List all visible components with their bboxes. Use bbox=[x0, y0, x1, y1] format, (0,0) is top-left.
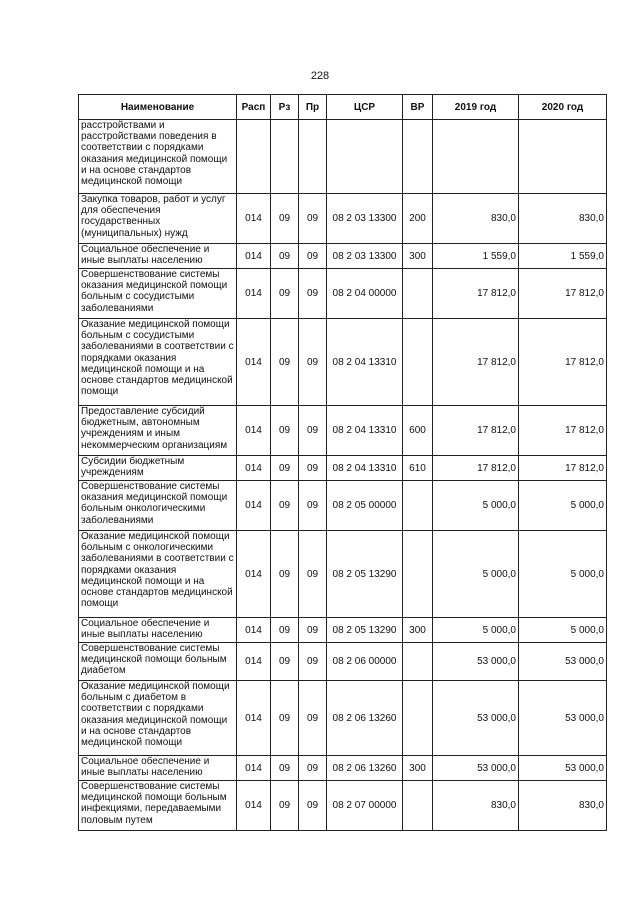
cell-pr: 09 bbox=[299, 456, 327, 481]
cell-vr: 300 bbox=[403, 244, 433, 269]
cell-rasp: 014 bbox=[237, 481, 271, 531]
table-row bbox=[79, 643, 607, 681]
cell-2019: 17 812,0 bbox=[433, 456, 519, 481]
cell-name: Предоставление субсидий бюджетным, автономным учреждениям и иным некоммерческим организациям bbox=[79, 406, 237, 456]
cell-2020 bbox=[519, 120, 607, 194]
cell-2019: 1 559,0 bbox=[433, 244, 519, 269]
cell-csr: 08 2 06 13260 bbox=[327, 756, 403, 781]
cell-2019: 53 000,0 bbox=[433, 756, 519, 781]
cell-2020: 830,0 bbox=[519, 194, 607, 244]
table-row bbox=[79, 531, 607, 618]
cell-rz: 09 bbox=[271, 681, 299, 756]
cell-name: Социальное обеспечение и иные выплаты населению bbox=[79, 756, 237, 781]
cell-name: Оказание медицинской помощи больным с сосудистыми заболеваниями в соответствии с порядками оказания медицинской помощи и на основе стандартов медицинской помощи bbox=[79, 319, 237, 406]
cell-name: Совершенствование системы оказания медицинской помощи больным онкологическими заболеваниями bbox=[79, 481, 237, 531]
table-row bbox=[79, 269, 607, 319]
cell-2020: 5 000,0 bbox=[519, 618, 607, 643]
cell-2019: 53 000,0 bbox=[433, 681, 519, 756]
cell-rasp: 014 bbox=[237, 194, 271, 244]
cell-csr: 08 2 05 13290 bbox=[327, 531, 403, 618]
cell-vr bbox=[403, 781, 433, 831]
cell-rz: 09 bbox=[271, 319, 299, 406]
cell-rasp: 014 bbox=[237, 319, 271, 406]
header-2020: 2020 год bbox=[519, 95, 607, 120]
cell-rz: 09 bbox=[271, 406, 299, 456]
table-header bbox=[79, 95, 607, 120]
cell-name: Закупка товаров, работ и услуг для обеспечения государственных (муниципальных) нужд bbox=[79, 194, 237, 244]
cell-csr: 08 2 04 00000 bbox=[327, 269, 403, 319]
cell-vr bbox=[403, 681, 433, 756]
cell-rz: 09 bbox=[271, 244, 299, 269]
cell-csr: 08 2 03 13300 bbox=[327, 244, 403, 269]
cell-rasp bbox=[237, 120, 271, 194]
cell-csr: 08 2 06 00000 bbox=[327, 643, 403, 681]
cell-name: Оказание медицинской помощи больным с диабетом в соответствии с порядками оказания медицинской помощи и на основе стандартов медицинской помощи bbox=[79, 681, 237, 756]
cell-csr bbox=[327, 120, 403, 194]
cell-pr bbox=[299, 120, 327, 194]
cell-2019: 5 000,0 bbox=[433, 481, 519, 531]
cell-rz: 09 bbox=[271, 456, 299, 481]
cell-2020: 17 812,0 bbox=[519, 319, 607, 406]
cell-vr: 300 bbox=[403, 618, 433, 643]
cell-2019: 17 812,0 bbox=[433, 269, 519, 319]
cell-2019: 5 000,0 bbox=[433, 618, 519, 643]
cell-pr: 09 bbox=[299, 244, 327, 269]
cell-csr: 08 2 04 13310 bbox=[327, 406, 403, 456]
cell-pr: 09 bbox=[299, 319, 327, 406]
cell-2020: 53 000,0 bbox=[519, 756, 607, 781]
cell-name: Совершенствование системы оказания медицинской помощи больным с сосудистыми заболеваниями bbox=[79, 269, 237, 319]
cell-rasp: 014 bbox=[237, 756, 271, 781]
cell-pr: 09 bbox=[299, 194, 327, 244]
cell-rz: 09 bbox=[271, 756, 299, 781]
header-rz: Рз bbox=[271, 95, 299, 120]
cell-name: Совершенствование системы медицинской помощи больным диабетом bbox=[79, 643, 237, 681]
cell-2020: 53 000,0 bbox=[519, 643, 607, 681]
header-rasp: Расп bbox=[237, 95, 271, 120]
table-body bbox=[79, 120, 607, 831]
table-row bbox=[79, 194, 607, 244]
cell-vr bbox=[403, 531, 433, 618]
cell-rasp: 014 bbox=[237, 244, 271, 269]
cell-rz: 09 bbox=[271, 643, 299, 681]
cell-csr: 08 2 05 00000 bbox=[327, 481, 403, 531]
cell-pr: 09 bbox=[299, 618, 327, 643]
cell-rasp: 014 bbox=[237, 531, 271, 618]
cell-pr: 09 bbox=[299, 681, 327, 756]
cell-rz: 09 bbox=[271, 269, 299, 319]
cell-rasp: 014 bbox=[237, 406, 271, 456]
cell-2020: 17 812,0 bbox=[519, 456, 607, 481]
cell-2019: 830,0 bbox=[433, 194, 519, 244]
header-csr: ЦСР bbox=[327, 95, 403, 120]
cell-name: Субсидии бюджетным учреждениям bbox=[79, 456, 237, 481]
cell-pr: 09 bbox=[299, 531, 327, 618]
cell-2020: 5 000,0 bbox=[519, 531, 607, 618]
cell-2019: 5 000,0 bbox=[433, 531, 519, 618]
cell-2019 bbox=[433, 120, 519, 194]
cell-2019: 17 812,0 bbox=[433, 406, 519, 456]
cell-vr: 300 bbox=[403, 756, 433, 781]
table-row bbox=[79, 681, 607, 756]
cell-rz: 09 bbox=[271, 481, 299, 531]
cell-rz bbox=[271, 120, 299, 194]
cell-name: Социальное обеспечение и иные выплаты населению bbox=[79, 244, 237, 269]
cell-name: расстройствами и расстройствами поведения в соответствии с порядками оказания медицинской помощи и на основе стандартов медицинской помощи bbox=[79, 120, 237, 194]
cell-rasp: 014 bbox=[237, 618, 271, 643]
cell-rz: 09 bbox=[271, 531, 299, 618]
cell-vr bbox=[403, 269, 433, 319]
cell-rasp: 014 bbox=[237, 643, 271, 681]
cell-2020: 17 812,0 bbox=[519, 269, 607, 319]
cell-pr: 09 bbox=[299, 406, 327, 456]
table-row bbox=[79, 781, 607, 831]
table-row bbox=[79, 244, 607, 269]
table-row bbox=[79, 756, 607, 781]
table-row bbox=[79, 456, 607, 481]
table-row bbox=[79, 618, 607, 643]
header-pr: Пр bbox=[299, 95, 327, 120]
cell-pr: 09 bbox=[299, 269, 327, 319]
cell-vr bbox=[403, 319, 433, 406]
budget-table bbox=[78, 94, 607, 831]
cell-name: Совершенствование системы медицинской помощи больным инфекциями, передаваемыми половым путем bbox=[79, 781, 237, 831]
cell-csr: 08 2 07 00000 bbox=[327, 781, 403, 831]
cell-rz: 09 bbox=[271, 781, 299, 831]
cell-vr: 600 bbox=[403, 406, 433, 456]
cell-rasp: 014 bbox=[237, 269, 271, 319]
cell-pr: 09 bbox=[299, 643, 327, 681]
cell-2019: 53 000,0 bbox=[433, 643, 519, 681]
cell-csr: 08 2 04 13310 bbox=[327, 319, 403, 406]
cell-vr bbox=[403, 481, 433, 531]
cell-vr: 610 bbox=[403, 456, 433, 481]
cell-rasp: 014 bbox=[237, 681, 271, 756]
cell-2019: 17 812,0 bbox=[433, 319, 519, 406]
cell-vr: 200 bbox=[403, 194, 433, 244]
cell-2020: 1 559,0 bbox=[519, 244, 607, 269]
table-row bbox=[79, 319, 607, 406]
cell-name: Социальное обеспечение и иные выплаты населению bbox=[79, 618, 237, 643]
table-row bbox=[79, 120, 607, 194]
cell-csr: 08 2 04 13310 bbox=[327, 456, 403, 481]
header-2019: 2019 год bbox=[433, 95, 519, 120]
cell-rz: 09 bbox=[271, 194, 299, 244]
cell-2020: 830,0 bbox=[519, 781, 607, 831]
cell-pr: 09 bbox=[299, 781, 327, 831]
cell-2020: 17 812,0 bbox=[519, 406, 607, 456]
cell-pr: 09 bbox=[299, 481, 327, 531]
page-number: 228 bbox=[310, 70, 330, 82]
cell-2020: 53 000,0 bbox=[519, 681, 607, 756]
cell-pr: 09 bbox=[299, 756, 327, 781]
cell-name: Оказание медицинской помощи больным с онкологическими заболеваниями в соответствии с порядками оказания медицинской помощи и на основе стандартов медицинской помощи bbox=[79, 531, 237, 618]
header-name: Наименование bbox=[79, 95, 237, 120]
cell-csr: 08 2 05 13290 bbox=[327, 618, 403, 643]
cell-vr bbox=[403, 643, 433, 681]
header-vr: ВР bbox=[403, 95, 433, 120]
cell-rasp: 014 bbox=[237, 781, 271, 831]
cell-csr: 08 2 03 13300 bbox=[327, 194, 403, 244]
cell-2019: 830,0 bbox=[433, 781, 519, 831]
cell-2020: 5 000,0 bbox=[519, 481, 607, 531]
table-row bbox=[79, 406, 607, 456]
cell-csr: 08 2 06 13260 bbox=[327, 681, 403, 756]
cell-vr bbox=[403, 120, 433, 194]
cell-rz: 09 bbox=[271, 618, 299, 643]
cell-rasp: 014 bbox=[237, 456, 271, 481]
table-row bbox=[79, 481, 607, 531]
